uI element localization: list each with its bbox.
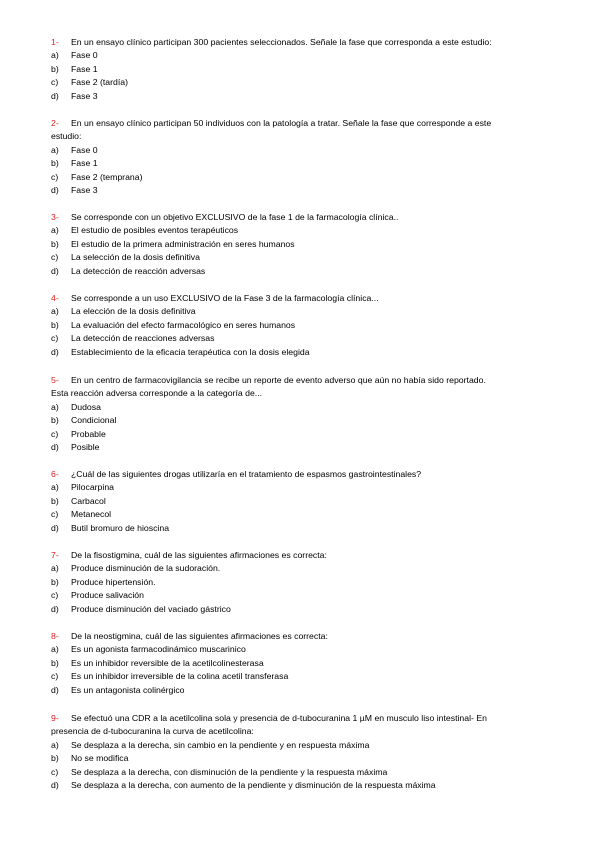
- question-number: 5-: [51, 375, 59, 385]
- option-d: d) Es un antagonista colinérgico: [51, 684, 185, 695]
- option-a: a) El estudio de posibles eventos terapéuticos: [51, 225, 239, 236]
- option-c: c) La selección de la dosis definitiva: [51, 252, 200, 263]
- option-b: b) Fase 1: [51, 158, 98, 169]
- option-d: d) Fase 3: [51, 90, 98, 101]
- option-c: c) La detección de reacciones adversas: [51, 333, 215, 344]
- option-d: d) Butil bromuro de hioscina: [51, 522, 170, 533]
- option-b: b) Produce hipertensión.: [51, 576, 156, 587]
- option-d: d) La detección de reacción adversas: [51, 265, 206, 276]
- question-4: [51, 292, 379, 359]
- option-a: a) Fase 0: [51, 50, 98, 61]
- question-text: En un centro de farmacovigilancia se recibe un reporte de evento adverso que aún no había sido reportado.: [71, 375, 486, 385]
- question-text: Se efectuó una CDR a la acetilcolina sola y presencia de d-tubocuranina 1 µM en musculo liso intestinal- En: [71, 713, 487, 723]
- question-1: [51, 36, 492, 103]
- option-c: c) Fase 2 (temprana): [51, 171, 143, 182]
- question-text: Se corresponde a un uso EXCLUSIVO de la Fase 3 de la farmacología clínica...: [71, 293, 379, 303]
- question-text: ¿Cuál de las siguientes drogas utilizaría en el tratamiento de espasmos gastrointestinales?: [71, 469, 422, 479]
- question-number: 7-: [51, 550, 59, 560]
- option-a: a) Dudosa: [51, 401, 101, 412]
- question-8: [51, 630, 328, 697]
- option-a: a) Produce disminución de la sudoración.: [51, 563, 221, 574]
- question-5: [51, 374, 486, 454]
- question-number: 3-: [51, 212, 59, 222]
- question-text: De la fisostigmina, cuál de las siguientes afirmaciones es correcta:: [71, 550, 327, 560]
- option-b: b) No se modifica: [51, 753, 129, 764]
- option-a: a) Es un agonista farmacodinámico muscarinico: [51, 644, 246, 655]
- option-b: b) El estudio de la primera administración en seres humanos: [51, 238, 295, 249]
- option-b: b) Es un inhibidor reversible de la acetilcolinesterasa: [51, 657, 264, 668]
- option-b: b) La evaluación del efecto farmacológico en seres humanos: [51, 319, 296, 330]
- question-2: [51, 117, 491, 197]
- question-number: 9-: [51, 713, 59, 723]
- question-7: [51, 549, 327, 616]
- question-text: Se corresponde con un objetivo EXCLUSIVO de la fase 1 de la farmacología clínica..: [71, 212, 399, 222]
- option-a: a) Se desplaza a la derecha, sin cambio en la pendiente y en respuesta máxima: [51, 739, 370, 750]
- option-d: d) Fase 3: [51, 185, 98, 196]
- question-text: En un ensayo clínico participan 50 individuos con la patología a tratar. Señale la fase que corresponde a este: [71, 118, 492, 128]
- question-number: 1-: [51, 37, 59, 47]
- question-number: 2-: [51, 118, 59, 128]
- option-d: d) Produce disminución del vaciado gástrico: [51, 603, 231, 614]
- option-b: b) Condicional: [51, 415, 117, 426]
- question-6: [51, 468, 421, 535]
- option-d: d) Se desplaza a la derecha, con aumento de la pendiente y disminución de la respuesta máxima: [51, 780, 436, 791]
- option-c: c) Probable: [51, 428, 106, 439]
- question-number: 6-: [51, 469, 59, 479]
- question-9: [51, 712, 487, 792]
- question-3: [51, 211, 398, 278]
- option-b: b) Carbacol: [51, 495, 106, 506]
- question-text: En un ensayo clínico participan 300 pacientes seleccionados. Señale la fase que corresponda a este estudio:: [71, 37, 492, 47]
- option-a: a) La elección de la dosis definitiva: [51, 306, 196, 317]
- option-a: a) Fase 0: [51, 144, 98, 155]
- option-a: a) Pilocarpina: [51, 482, 114, 493]
- option-c: c) Es un inhibidor irreversible de la colina acetil transferasa: [51, 671, 289, 682]
- question-text: De la neostigmina, cuál de las siguientes afirmaciones es correcta:: [71, 631, 328, 641]
- option-b: b) Fase 1: [51, 63, 98, 74]
- option-d: d) Posible: [51, 442, 100, 453]
- question-text-cont: presencia de d-tubocuranina la curva de acetilcolina:: [51, 726, 254, 737]
- question-text-cont: Esta reacción adversa corresponde a la categoría de...: [51, 388, 263, 399]
- question-number: 8-: [51, 631, 59, 641]
- question-text-cont: estudio:: [51, 131, 82, 142]
- option-c: c) Metanecol: [51, 509, 112, 520]
- option-c: c) Fase 2 (tardía): [51, 77, 128, 88]
- option-c: c) Se desplaza a la derecha, con disminución de la pendiente y la respuesta máxima: [51, 766, 388, 777]
- option-c: c) Produce salivación: [51, 590, 144, 601]
- question-number: 4-: [51, 293, 59, 303]
- option-d: d) Establecimiento de la eficacia terapéutica con la dosis elegida: [51, 346, 310, 357]
